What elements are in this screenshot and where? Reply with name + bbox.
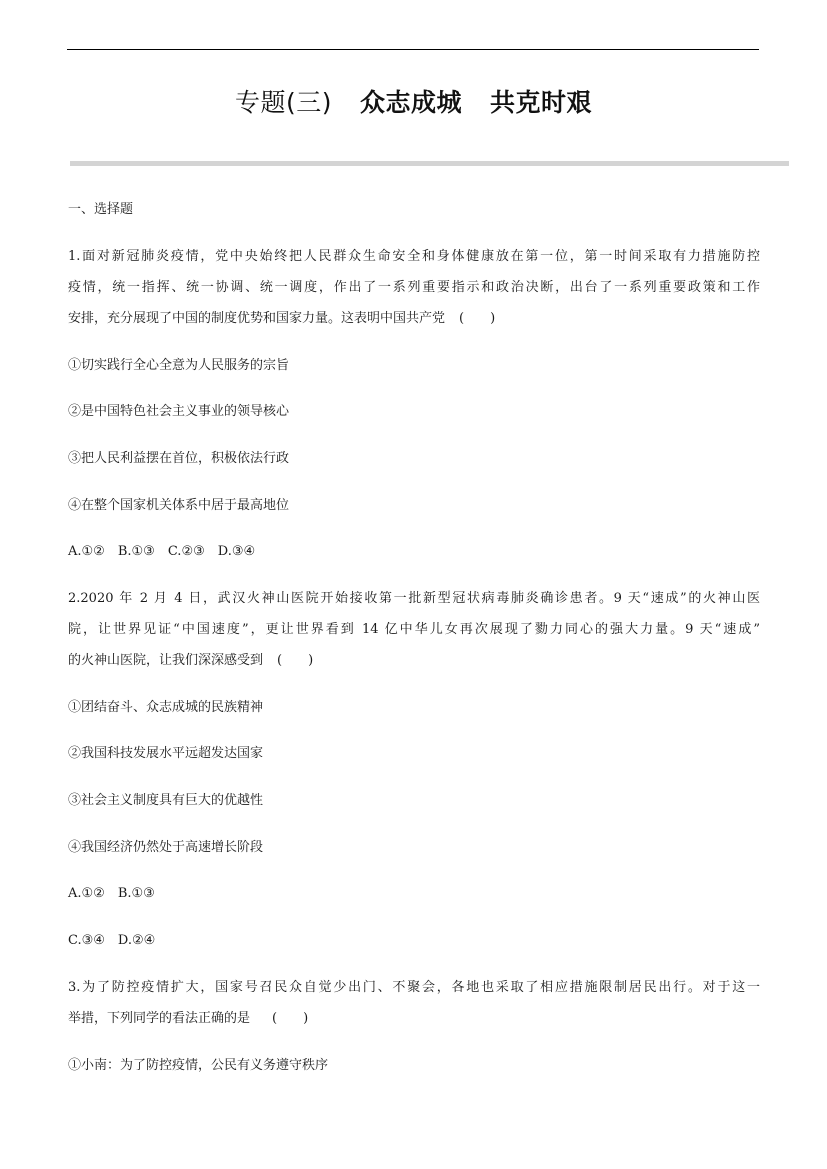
q2-stem-line-2: 院，让世界见证“中国速度”，更让世界看到 14 亿中华儿女再次展现了勠力同心的强大力量。9 天“速成”	[68, 622, 760, 637]
title-underbar	[70, 161, 789, 166]
q2-answer-blank: ( )	[277, 653, 314, 668]
q1-stem-line-3	[68, 311, 495, 327]
title-phrase-1: 众志成城	[359, 88, 462, 117]
q3-stem-line-1: 3.为了防控疫情扩大，国家号召民众自觉少出门、不聚会，各地也采取了相应措施限制居民出行。对于这一	[68, 980, 760, 995]
q1-stem-text: 安排，充分展现了中国的制度优势和国家力量。这表明中国共产党	[68, 311, 446, 326]
q3-option-1: ①小南：为了防控疫情，公民有义务遵守秩序	[68, 1058, 329, 1073]
q1-option-1: ①切实践行全心全意为人民服务的宗旨	[68, 358, 290, 373]
q2-choices-row-2: C.③④ D.②④	[68, 933, 156, 948]
q2-stem-line-3	[68, 653, 313, 669]
q1-stem-line-2: 疫情，统一指挥、统一协调、统一调度，作出了一系列重要指示和政治决断，出台了一系列重要政策和工作	[68, 280, 760, 295]
q2-option-4: ④我国经济仍然处于高速增长阶段	[68, 840, 264, 855]
q1-option-4: ④在整个国家机关体系中居于最高地位	[68, 498, 290, 513]
q1-stem-line-1: 1.面对新冠肺炎疫情，党中央始终把人民群众生命安全和身体健康放在第一位，第一时间采取有力措施防控	[68, 249, 760, 264]
q2-option-1: ①团结奋斗、众志成城的民族精神	[68, 700, 264, 715]
q2-option-2: ②我国科技发展水平远超发达国家	[68, 746, 264, 761]
q1-choices: A.①② B.①③ C.②③ D.③④	[68, 544, 256, 559]
title-phrase-2: 共克时艰	[490, 88, 593, 117]
title-topic-number: 专题(三)	[234, 88, 332, 117]
q2-stem-line-1: 2.2020 年 2 月 4 日，武汉火神山医院开始接收第一批新型冠状病毒肺炎确诊患者。9 天“速成”的火神山医	[68, 591, 760, 606]
q2-choices-row-1: A.①② B.①③	[68, 886, 155, 901]
q1-answer-blank: ( )	[459, 311, 496, 326]
q3-answer-blank: ( )	[272, 1011, 309, 1026]
q2-stem-text: 的火神山医院，让我们深深感受到	[68, 653, 264, 668]
q3-stem-line-2	[68, 1011, 308, 1027]
section-heading: 一、选择题	[68, 202, 134, 217]
page-title	[235, 88, 592, 118]
title-block	[0, 88, 827, 118]
q2-option-3: ③社会主义制度具有巨大的优越性	[68, 793, 264, 808]
q3-stem-text: 举措，下列同学的看法正确的是	[68, 1011, 251, 1026]
q1-option-2: ②是中国特色社会主义事业的领导核心	[68, 404, 290, 419]
top-rule	[67, 49, 759, 50]
q1-option-3: ③把人民利益摆在首位，积极依法行政	[68, 451, 290, 466]
